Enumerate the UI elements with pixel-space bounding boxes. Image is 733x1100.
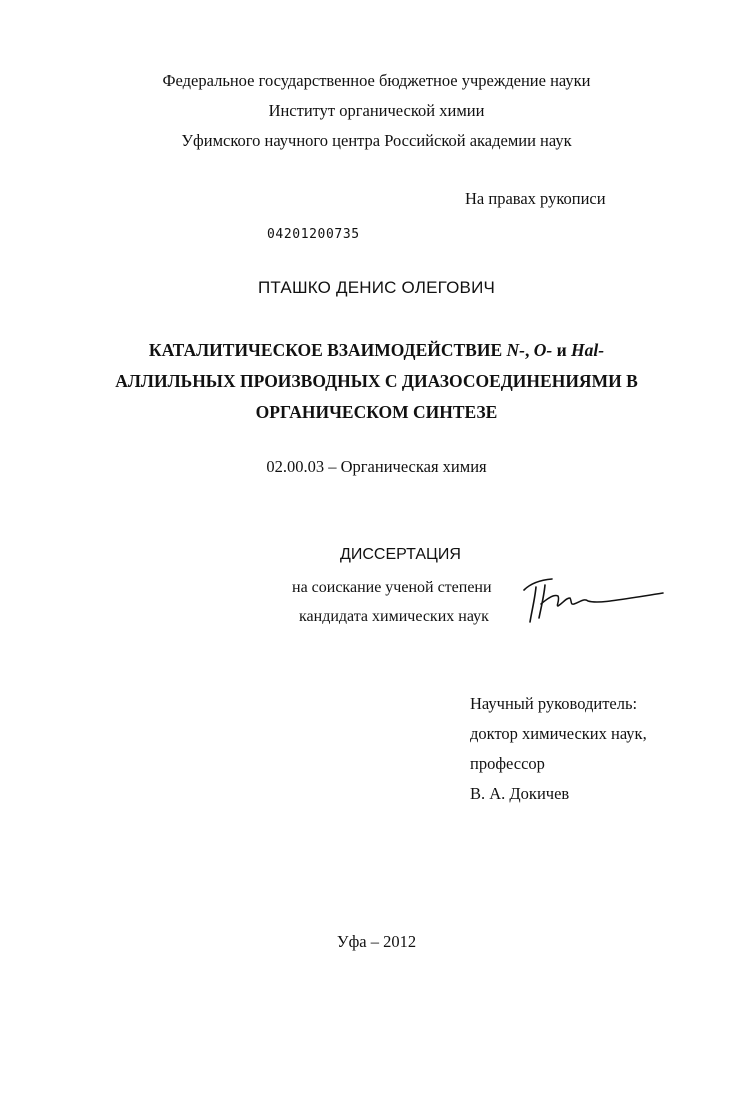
institution-line-2: Институт органической химии [268,101,485,120]
institution-line-1: Федеральное государственное бюджетное учреждение науки [162,71,591,90]
title-o-mark: O- [533,340,553,360]
title-hal-mark: Hal- [571,340,605,360]
author-name: ПТАШКО ДЕНИС ОЛЕГОВИЧ [257,278,496,297]
title-sep: , [524,340,534,360]
title-line-2: АЛЛИЛЬНЫХ ПРОИЗВОДНЫХ С ДИАЗОСОЕДИНЕНИЯМИ В [115,371,638,391]
specialty: 02.00.03 – Органическая химия [266,457,487,476]
dissertation-label: ДИССЕРТАЦИЯ [340,546,461,563]
title-line-3: ОРГАНИЧЕСКОМ СИНТЕЗЕ [255,402,498,422]
title-n-mark: N- [506,340,525,360]
title-line-1-prefix: КАТАЛИТИЧЕСКОЕ ВЗАИМОДЕЙСТВИЕ [148,340,507,360]
institution-line-3: Уфимского научного центра Российской академии наук [181,131,572,150]
manuscript-note: На правах рукописи [465,189,606,208]
registration-code: 04201200735 [267,227,360,242]
supervisor-rank: профессор [470,754,545,773]
signature-icon [518,568,668,630]
degree-line-1: на соискание ученой степени [292,579,492,596]
title-line-1 [10,335,733,366]
supervisor-label: Научный руководитель: [470,694,638,713]
title-and: и [552,340,572,360]
degree-line-2: кандидата химических наук [299,608,489,625]
supervisor-name: В. А. Докичев [470,784,570,803]
supervisor-degree: доктор химических наук, [470,724,647,743]
city-year: Уфа – 2012 [336,932,417,951]
